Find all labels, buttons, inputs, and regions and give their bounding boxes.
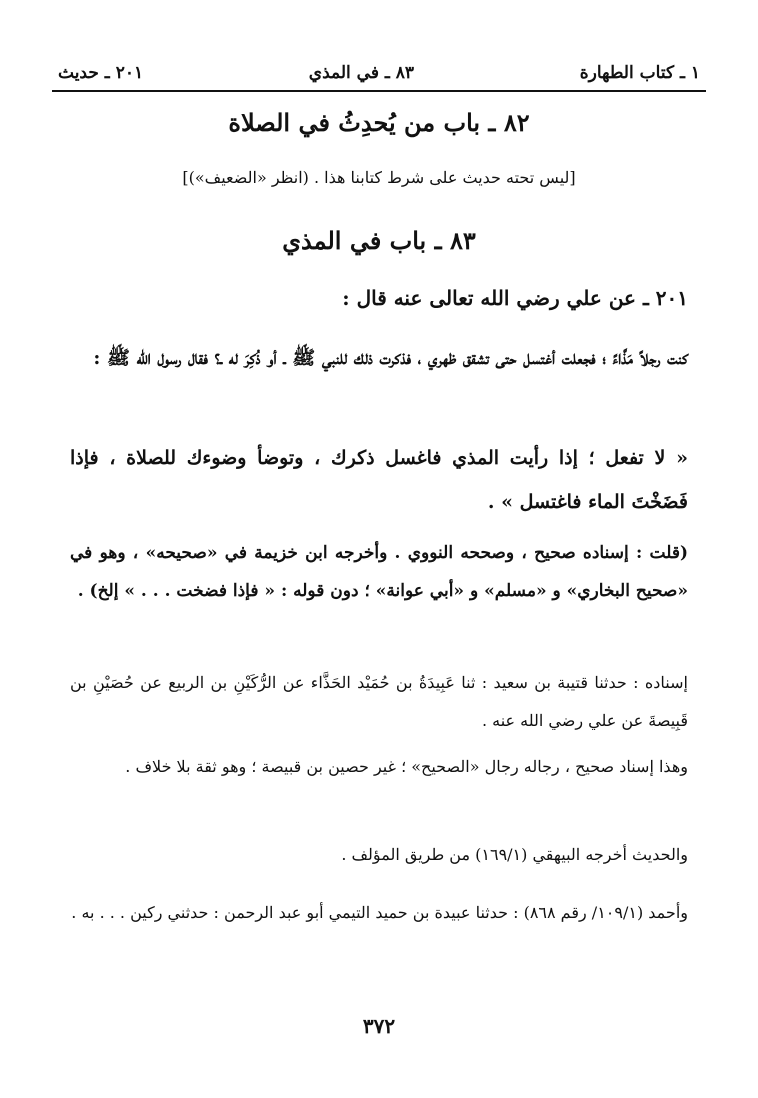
commentary-ruling: (قلت : إسناده صحيح ، وصححه النووي . وأخرجه ابن خزيمة في «صحيحه» ، وهو في «صحيح البخاري» و «مسلم» و «أبي عوانة» ؛ دون قوله : « فإذا فضخت . . . » إلخ) . <box>70 543 688 601</box>
hadith-201-text-1: كنت رجلاً مَذَّاءً ؛ فجعلت أغتسل حتى تشقق ظهري ، فذكرت ذلك للنبي ﷺ ـ أو ذُكِرَ له ـ؟ فقال رسول الله ﷺ : <box>93 347 688 369</box>
hadith-201-text-2: « لا تفعل ؛ إذا رأيت المذي فاغسل ذكرك ، وتوضأ وضوءك للصلاة ، فإذا فَضَخْتَ الماء فاغتسل » . <box>70 447 688 513</box>
chapter-83-title: ٨٣ ـ باب في المذي <box>282 226 476 255</box>
commentary-grading: وهذا إسناد صحيح ، رجاله رجال «الصحيح» ؛ غير حصين بن قبيصة ؛ وهو ثقة بلا خلاف . <box>125 757 688 776</box>
running-header <box>58 56 700 90</box>
commentary-bayhaqi: والحديث أخرجه البيهقي (١٦٩/١) من طريق المؤلف . <box>341 845 688 864</box>
commentary-ahmad: وأحمد (١٠٩/١/ رقم ٨٦٨) : حدثنا عبيدة بن حميد التيمي أبو عبد الرحمن : حدثني ركين . . . به . <box>71 903 688 922</box>
header-rule <box>52 90 706 92</box>
page-number: ٣٧٢ <box>362 1014 396 1038</box>
chapter-82-title: ٨٢ ـ باب من يُحدِثُ في الصلاة <box>228 108 530 137</box>
header-book-title: ١ ـ كتاب الطهارة <box>579 63 700 83</box>
header-chapter-title: ٨٣ ـ في المذي <box>308 63 415 83</box>
commentary-isnad: إسناده : حدثنا قتيبة بن سعيد : ثنا عَبِيدَةُ بن حُمَيْد الحَذَّاء عن الرُّكَيْنِ بن الربيع عن حُصَيْنِ بن قَبِيصةَ عن علي رضي الله عنه . <box>70 673 688 730</box>
header-hadith-number: ٢٠١ ـ حديث <box>58 63 144 83</box>
hadith-201-intro: ٢٠١ ـ عن علي رضي الله تعالى عنه قال : <box>342 286 688 310</box>
chapter-82-note: [ليس تحته حديث على شرط كتابنا هذا . (انظر «الضعيف»)] <box>182 168 576 187</box>
